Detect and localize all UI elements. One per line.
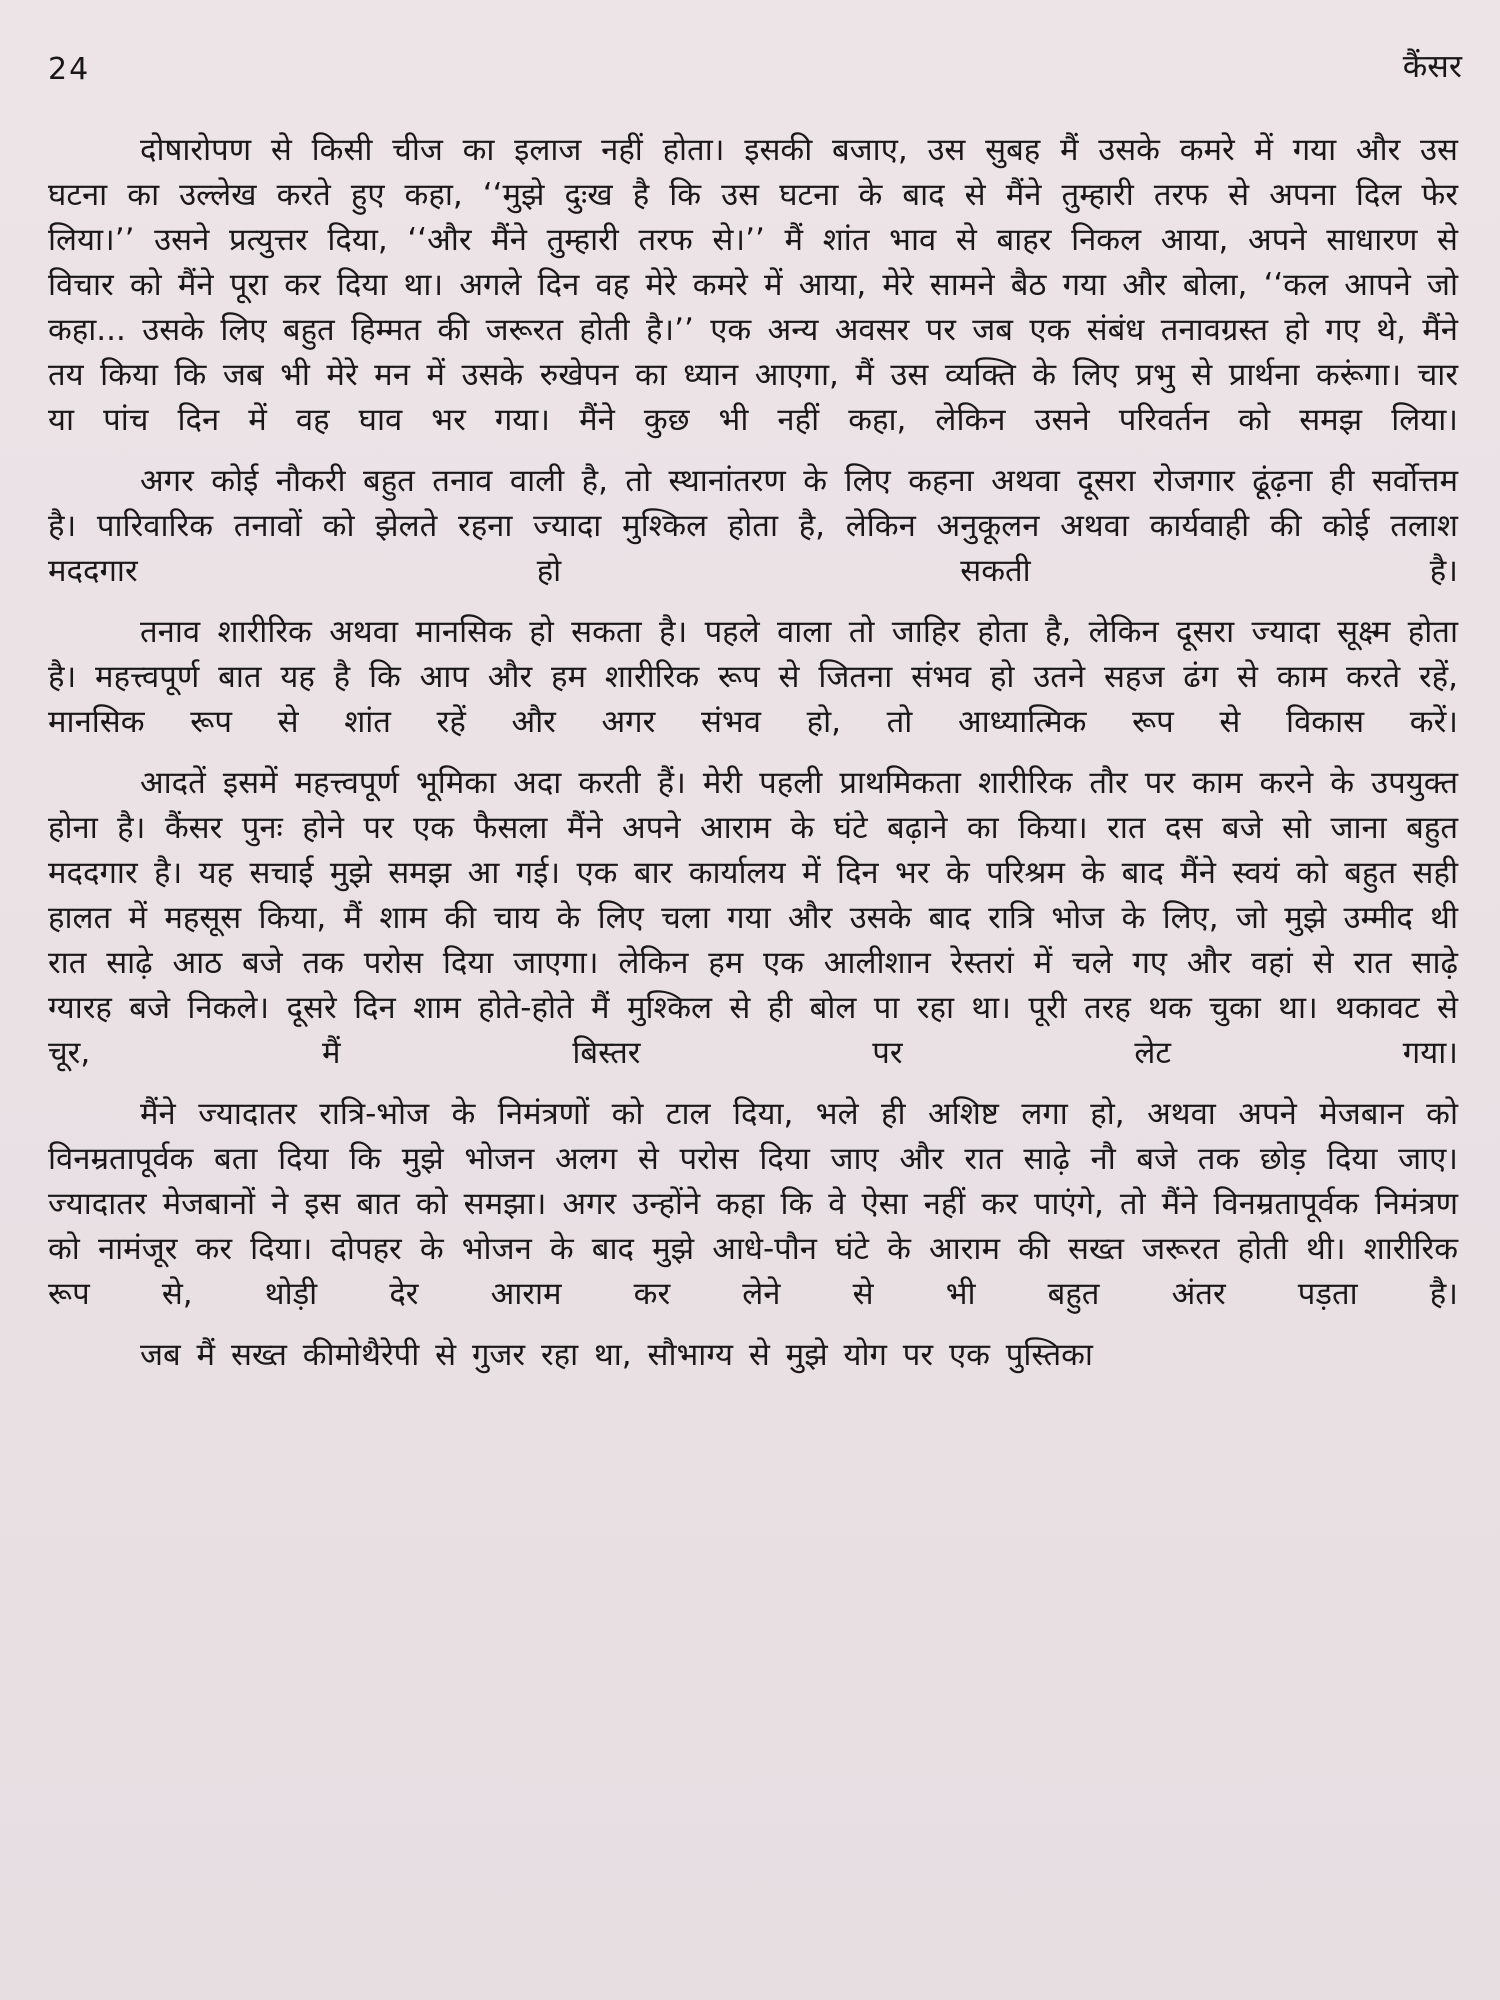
paragraph-1: दोषारोपण से किसी चीज का इलाज नहीं होता। इसकी बजाए, उस सुबह मैं उसके कमरे में गया और उस घटना का उल्लेख करते हुए कहा, ‘‘मुझे दुःख है कि उस घटना के बाद से मैंने तुम्हारी तरफ से अपना दिल फेर लिया।’’ उसने प्रत्युत्तर दिया, ‘‘और मैंने तुम्हारी तरफ से।’’ मैं शांत भाव से बाहर निकल आया, अपने साधारण से विचार को मैंने पूरा कर दिया था। अगले दिन वह मेरे कमरे में आया, मेरे सामने बैठ गया और बोला, ‘‘कल आपने जो कहा... उसके लिए बहुत हिम्मत की जरूरत होती है।’’ एक अन्य अवसर पर जब एक संबंध तनावग्रस्त हो गए थे, मैंने तय किया कि जब भी मेरे मन में उसके रुखेपन का ध्यान आएगा, मैं उस व्यक्ति के लिए प्रभु से प्रार्थना करूंगा। चार या पांच दिन में वह घाव भर गया। मैंने कुछ भी नहीं कहा, लेकिन उसने परिवर्तन को समझ लिया। xyxy=(48,132,1458,438)
body-text xyxy=(48,128,1458,1394)
paragraph-6: जब मैं सख्त कीमोथैरेपी से गुजर रहा था, सौभाग्य से मुझे योग पर एक पुस्तिका xyxy=(140,1337,1093,1373)
paragraph-3: तनाव शारीरिक अथवा मानसिक हो सकता है। पहले वाला तो जाहिर होता है, लेकिन दूसरा ज्यादा सूक्ष्म होता है। महत्त्वपूर्ण बात यह है कि आप और हम शारीरिक रूप से जितना संभव हो उतने सहज ढंग से काम करते रहें, मानसिक रूप से शांत रहें और अगर संभव हो, तो आध्यात्मिक रूप से विकास करें। xyxy=(48,614,1458,740)
paragraph-2: अगर कोई नौकरी बहुत तनाव वाली है, तो स्थानांतरण के लिए कहना अथवा दूसरा रोजगार ढूंढ़ना ही सर्वोत्तम है। पारिवारिक तनावों को झेलते रहना ज्यादा मुश्किल होता है, लेकिन अनुकूलन अथवा कार्यवाही की कोई तलाश मददगार हो सकती है। xyxy=(48,463,1458,589)
paragraph-5: मैंने ज्यादातर रात्रि-भोज के निमंत्रणों को टाल दिया, भले ही अशिष्ट लगा हो, अथवा अपने मेजबान को विनम्रतापूर्वक बता दिया कि मुझे भोजन अलग से परोस दिया जाए और रात साढ़े नौ बजे तक छोड़ दिया जाए। ज्यादातर मेजबानों ने इस बात को समझा। अगर उन्होंने कहा कि वे ऐसा नहीं कर पाएंगे, तो मैंने विनम्रतापूर्वक निमंत्रण को नामंजूर कर दिया। दोपहर के भोजन के बाद मुझे आधे-पौन घंटे के आराम की सख्त जरूरत होती थी। शारीरिक रूप से, थोड़ी देर आराम कर लेने से भी बहुत अंतर पड़ता है। xyxy=(48,1096,1458,1312)
page-number: 24 xyxy=(48,52,91,87)
paragraph-4: आदतें इसमें महत्त्वपूर्ण भूमिका अदा करती हैं। मेरी पहली प्राथमिकता शारीरिक तौर पर काम करने के उपयुक्त होना है। कैंसर पुनः होने पर एक फैसला मैंने अपने आराम के घंटे बढ़ाने का किया। रात दस बजे सो जाना बहुत मददगार है। यह सचाई मुझे समझ आ गई। एक बार कार्यालय में दिन भर के परिश्रम के बाद मैंने स्वयं को बहुत सही हालत में महसूस किया, मैं शाम की चाय के लिए चला गया और उसके बाद रात्रि भोज के लिए, जो मुझे उम्मीद थी रात साढ़े आठ बजे तक परोस दिया जाएगा। लेकिन हम एक आलीशान रेस्तरां में चले गए और वहां से रात साढ़े ग्यारह बजे निकले। दूसरे दिन शाम होते-होते मैं मुश्किल से ही बोल पा रहा था। पूरी तरह थक चुका था। थकावट से चूर, मैं बिस्तर पर लेट गया। xyxy=(48,765,1458,1071)
running-title: कैंसर xyxy=(1402,47,1462,85)
